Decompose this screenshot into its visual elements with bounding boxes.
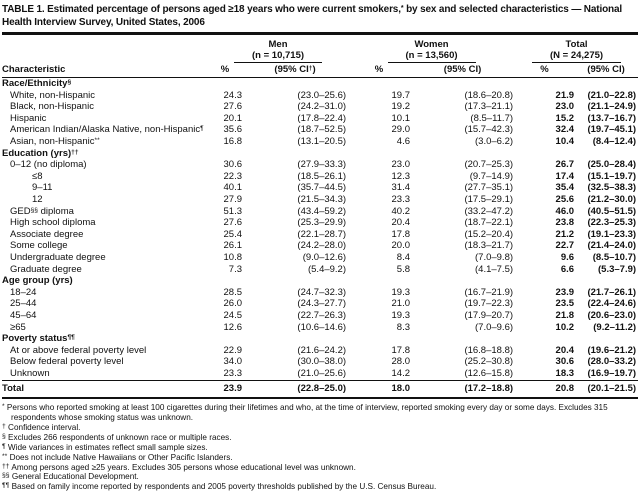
total-value: 20.8 [515,380,576,398]
footnote: †† Among persons aged ≥25 years. Excludes 305 persons whose educational level was unknown. [2,462,356,472]
cell-value: (15.7–42.3) [464,124,514,136]
cell-value: 28.0 [391,356,411,368]
cell-value: 10.1 [391,112,411,124]
cell-value: 21.9 [555,89,575,101]
cell-value: 21.8 [555,309,575,321]
cell-value: 8.4 [396,252,411,263]
table-row [2,206,638,218]
footnote: † Confidence interval. [2,422,81,432]
table-row [2,229,638,241]
row-label: American Indian/Alaska Native, non-Hispanic¶ [10,124,204,136]
cell-value: 12.6 [223,321,242,333]
cell-value: 27.6 [223,217,242,229]
cell-value: (17.3–21.1) [464,101,514,113]
row-label: 12 [32,194,43,206]
cell-value: (25.3–29.9) [297,217,347,229]
col-group-total-header [532,39,621,63]
cell-value: 20.4 [555,344,575,356]
cell-value: 19.3 [391,309,411,321]
cell-value: (5.4–9.2) [307,263,347,275]
cell-value: (19.7–45.1) [587,124,637,136]
row-label: Undergraduate degree [10,252,106,263]
title-footnote-marker: * [400,4,404,12]
section-header: Race/Ethnicity§ [2,78,72,90]
cell-value: (22.1–28.7) [297,228,347,240]
cell-value: (20.7–25.3) [464,159,514,171]
row-label: Hispanic [10,112,47,124]
cell-value: 28.5 [223,286,242,298]
cell-value: (16.8–18.8) [464,344,514,356]
table-title [2,4,638,29]
cell-value: 17.8 [391,344,411,356]
cell-value: (27.7–35.1) [464,182,514,194]
cell-value: (21.1–24.9) [587,101,637,113]
col-group-men-label: Men [268,38,288,50]
cell-value: 51.3 [223,205,242,217]
table-row [2,217,638,229]
cell-value: (19.7–22.3) [464,298,514,310]
cell-value: 16.8 [223,136,242,148]
cell-value: (21.0–22.8) [587,89,637,101]
cell-value: 17.4 [555,170,575,182]
footnote: §§ General Educational Development. [2,472,139,482]
cell-value: 23.0 [391,159,411,171]
cell-value: 19.3 [391,286,411,298]
table-row [2,124,638,136]
cell-value: (5.3–7.9) [598,263,637,275]
table-row [2,310,638,322]
table-title-text: TABLE 1. Estimated percentage of persons aged ≥18 years who were current smokers, [2,4,401,15]
cell-value: (18.5–26.1) [297,170,347,182]
cell-value: (7.0–9.6) [475,321,514,333]
cell-value: (15.1–19.7) [587,170,637,182]
cell-value: 23.3 [223,367,242,379]
footnote: § Excludes 266 respondents of unknown race or multiple races. [2,432,232,442]
cell-value: 23.8 [555,217,575,229]
table-row [2,113,638,125]
col-group-men [208,37,348,63]
cell-value: 46.0 [555,205,575,217]
cell-value: (21.0–25.6) [297,367,347,379]
cell-value: (22.7–26.3) [297,309,347,321]
cell-value: 10.2 [555,321,575,333]
cell-value: 10.4 [555,136,575,148]
cell-value: 19.2 [391,101,411,113]
cell-value: 6.6 [560,263,575,275]
cell-value: (30.0–38.0) [297,356,347,368]
cell-value: (15.2–20.4) [464,228,514,240]
cell-value: (23.0–25.6) [297,89,347,101]
table-row [2,171,638,183]
row-label: 9–11 [32,182,53,194]
footnote: ¶ Wide variances in estimates reflect small sample sizes. [2,442,208,452]
table-row [2,240,638,252]
cell-value: 20.4 [391,217,411,229]
table-row [2,356,638,368]
cell-value: (20.6–23.0) [587,309,637,321]
col-group-men-n: (n = 10,715) [252,49,305,61]
cell-value: 22.3 [223,170,242,182]
footnotes-block [2,403,638,491]
total-row [2,380,638,398]
cell-value: 15.2 [555,112,575,124]
cell-value: (21.7–26.1) [587,286,637,298]
section-header-row [2,78,638,90]
cell-value: (4.1–7.5) [475,263,514,275]
cell-value: (8.5–10.7) [592,252,637,263]
column-header-row [2,63,638,78]
col-group-women-n: (n = 13,560) [405,49,458,61]
cell-value: (18.6–20.8) [464,89,514,101]
row-label: GED§§ diploma [10,205,74,217]
row-label: Black, non-Hispanic [10,101,94,113]
col-group-women-header [388,39,476,63]
col-header-women-pct: % [348,63,412,78]
table-row [2,101,638,113]
cell-value: 20.1 [223,112,242,124]
cell-value: (35.7–44.5) [297,182,347,194]
cell-value: (25.2–30.8) [464,356,514,368]
col-group-women [348,37,515,63]
row-label: 25–44 [10,298,37,310]
table-row [2,298,638,310]
row-label: 18–24 [10,286,37,298]
column-group-spacer [2,37,208,63]
cell-value: 8.3 [396,321,411,333]
cell-value: (10.6–14.6) [297,321,347,333]
cell-value: 25.6 [555,194,575,206]
cell-value: (16.9–19.7) [587,367,637,379]
total-label: Total [2,380,208,398]
table-row [2,136,638,148]
cell-value: 14.2 [391,367,411,379]
col-header-total-ci: (95% CI) [576,63,638,78]
cell-value: 23.3 [391,194,411,206]
cell-value: (9.2–11.2) [593,321,637,333]
section-header: Education (yrs)†† [2,147,79,159]
col-header-total-pct: % [515,63,576,78]
cell-value: (17.8–22.4) [297,112,347,124]
cell-value: (13.7–16.7) [587,112,637,124]
section-header: Poverty status¶¶ [2,333,75,345]
smoking-prevalence-table [2,37,638,400]
total-value: (22.8–25.0) [244,380,348,398]
table-row [2,287,638,299]
section-header: Age group (yrs) [2,275,73,287]
col-header-women-ci: (95% CI) [412,63,515,78]
cell-value: 23.9 [555,286,575,298]
row-label: Graduate degree [10,263,82,275]
cell-value: 12.3 [391,170,411,182]
cell-value: (25.0–28.4) [587,159,637,171]
cell-value: (22.3–25.3) [587,217,637,229]
table-row [2,159,638,171]
cell-value: (9.0–12.6) [302,252,347,263]
cell-value: 5.8 [396,263,411,275]
row-label: 45–64 [10,309,37,321]
cell-value: 24.3 [223,89,242,101]
total-value: (20.1–21.5) [576,380,638,398]
cell-value: (40.5–51.5) [587,205,637,217]
row-label: At or above federal poverty level [10,344,147,356]
cell-value: 35.6 [223,124,242,136]
cell-value: (13.1–20.5) [297,136,347,148]
row-label: ≥65 [10,321,26,333]
cell-value: 26.1 [223,240,242,252]
section-header-row [2,275,638,287]
cell-value: (21.6–24.2) [297,344,347,356]
cell-value: 27.6 [223,101,242,113]
cell-value: (12.6–15.8) [464,367,514,379]
cell-value: (21.2–30.0) [587,194,637,206]
row-label: Below federal poverty level [10,356,124,368]
cell-value: 31.4 [391,182,411,194]
cell-value: (28.0–33.2) [587,356,637,368]
title-rule [2,32,638,35]
column-group-row [2,37,638,63]
col-group-total-n: (N = 24,275) [550,49,604,61]
cell-value: (19.6–21.2) [587,344,637,356]
cell-value: (24.2–28.0) [297,240,347,252]
cell-value: 40.2 [391,205,411,217]
cell-value: (3.0–6.2) [475,136,514,148]
cell-value: 22.9 [223,344,242,356]
cell-value: (43.4–59.2) [297,205,347,217]
cell-value: (8.5–11.7) [470,112,514,124]
cell-value: (21.5–34.3) [297,194,347,206]
table-row [2,345,638,357]
cell-value: (16.7–21.9) [464,286,514,298]
cell-value: 23.5 [555,298,575,310]
cell-value: 4.6 [396,136,411,148]
row-label: ≤8 [32,170,43,182]
cell-value: 24.5 [223,309,242,321]
row-label: Some college [10,240,68,252]
row-label: White, non-Hispanic [10,89,96,101]
footnote: ¶¶ Based on family income reported by respondents and 2005 poverty thresholds published by the U.S. Census Bureau. [2,482,437,491]
cell-value: (17.9–20.7) [464,309,514,321]
row-label: 0–12 (no diploma) [10,159,87,171]
ci-footnote-marker: † [308,64,313,72]
row-label: Unknown [10,367,50,379]
cell-value: 19.7 [391,89,411,101]
total-value: 18.0 [348,380,412,398]
col-header-men-pct: % [208,63,244,78]
cell-value: (7.0–9.8) [475,252,514,263]
cell-value: 10.8 [223,252,242,263]
table-row [2,182,638,194]
cell-value: 34.0 [223,356,242,368]
total-value: (17.2–18.8) [412,380,515,398]
col-header-men-ci: (95% CI†) [244,63,348,78]
cell-value: 30.6 [223,159,242,171]
cell-value: 7.3 [228,263,242,275]
table-row [2,368,638,380]
cell-value: (24.2–31.0) [297,101,347,113]
row-label: Asian, non-Hispanic** [10,136,100,148]
cell-value: 26.0 [223,298,242,310]
cell-value: 26.7 [555,159,575,171]
total-value: 23.9 [208,380,244,398]
table-row [2,264,638,276]
section-header-row [2,333,638,345]
cell-value: 27.9 [223,194,242,206]
cell-value: 30.6 [555,356,575,368]
table-row [2,90,638,102]
cell-value: (24.7–32.3) [297,286,347,298]
cell-value: (33.2–47.2) [464,205,514,217]
cell-value: 25.4 [223,228,242,240]
cell-value: (27.9–33.3) [297,159,347,171]
cell-value: 21.0 [391,298,411,310]
cell-value: (18.7–52.5) [297,124,347,136]
cell-value: (17.5–29.1) [464,194,514,206]
footnote: * Persons who reported smoking at least 100 cigarettes during their lifetimes and who, at the time of interview, reported smoking every day or some days. Excludes 315 respondents whose smoking status was unknown. [2,403,608,423]
cell-value: (18.7–22.1) [464,217,514,229]
col-group-men-header [234,39,322,63]
cell-value: (18.3–21.7) [464,240,514,252]
table-row [2,322,638,334]
table-row [2,194,638,206]
cell-value: 29.0 [391,124,411,136]
cell-value: (9.7–14.9) [469,170,514,182]
cell-value: 17.8 [391,228,411,240]
cell-value: 23.0 [555,101,575,113]
col-header-characteristic: Characteristic [2,63,208,78]
cell-value: (8.4–12.4) [592,136,637,148]
cell-value: (32.5–38.3) [587,182,637,194]
cell-value: 9.6 [560,252,575,263]
cell-value: 40.1 [223,182,242,194]
table-title-continuation: by sex and selected characteristics — National Health Interview Survey, United States, 2006 [2,4,623,28]
cell-value: 32.4 [555,124,575,136]
table-row [2,252,638,264]
col-group-total [515,37,638,63]
cell-value: (21.4–24.0) [587,240,637,252]
cell-value: 21.2 [555,228,575,240]
cell-value: (22.4–24.6) [587,298,637,310]
footnote: ** Does not include Native Hawaiians or Other Pacific Islanders. [2,452,233,462]
row-label: High school diploma [10,217,96,229]
cell-value: 18.3 [555,367,575,379]
cell-value: 22.7 [555,240,575,252]
col-group-total-label: Total [565,38,588,50]
cell-value: (24.3–27.7) [297,298,347,310]
col-group-women-label: Women [414,38,449,50]
cell-value: (19.1–23.3) [587,228,637,240]
section-header-row [2,148,638,160]
cell-value: 35.4 [555,182,575,194]
row-label: Associate degree [10,228,84,240]
cell-value: 20.0 [391,240,411,252]
